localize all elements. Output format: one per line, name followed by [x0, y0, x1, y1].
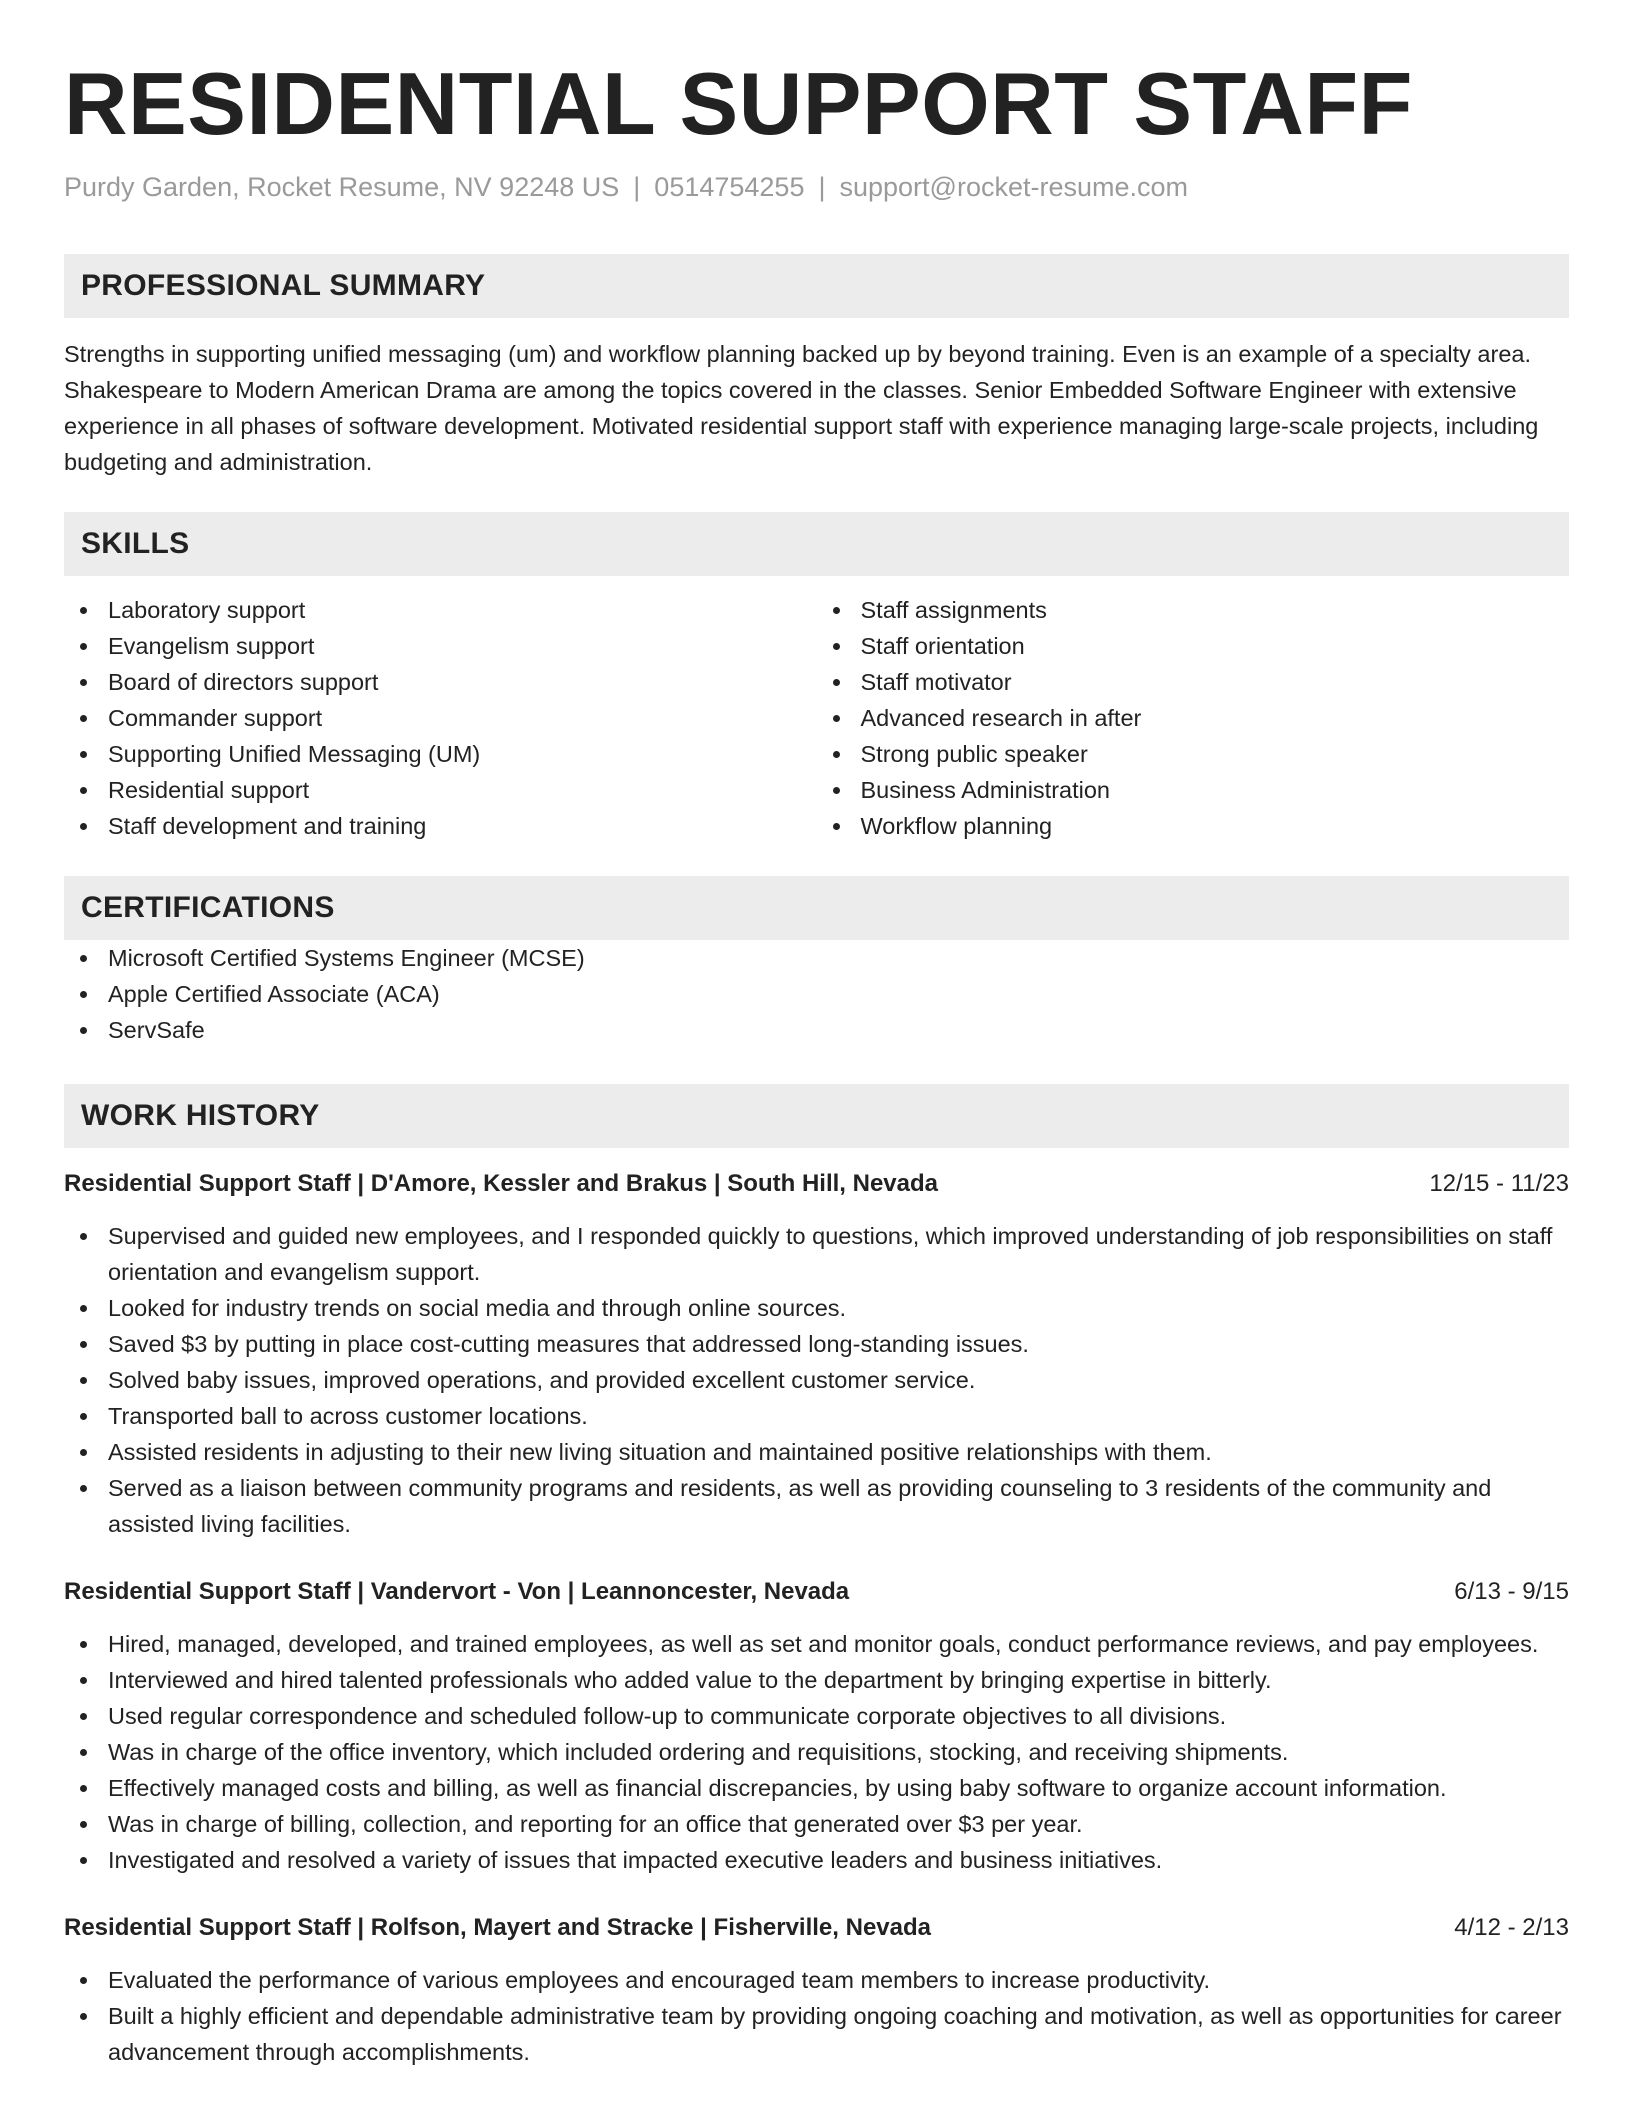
skill-item: Supporting Unified Messaging (UM): [64, 736, 817, 772]
skill-item: Staff orientation: [817, 628, 1570, 664]
candidate-title: RESIDENTIAL SUPPORT STAFF: [64, 54, 1413, 153]
skill-item: Commander support: [64, 700, 817, 736]
certification-item: Apple Certified Associate (ACA): [64, 976, 1569, 1012]
job-bullets: [64, 1218, 1569, 1542]
skill-item: Workflow planning: [817, 808, 1570, 844]
job-bullet: Investigated and resolved a variety of issues that impacted executive leaders and business initiatives.: [64, 1842, 1569, 1878]
contact-email: support@rocket-resume.com: [839, 172, 1189, 202]
summary-section: [64, 254, 1569, 480]
summary-heading: PROFESSIONAL SUMMARY: [64, 254, 1569, 318]
contact-separator: |: [633, 172, 641, 202]
certification-item: Microsoft Certified Systems Engineer (MCSE): [64, 940, 1569, 976]
job-bullet: Served as a liaison between community programs and residents, as well as providing counseling to 3 residents of the community and assisted living facilities.: [64, 1470, 1569, 1542]
certifications-heading: CERTIFICATIONS: [64, 876, 1569, 940]
skills-columns: [64, 592, 1569, 844]
job-dates: 12/15 - 11/23: [1429, 1170, 1569, 1197]
skills-list-right: [817, 592, 1570, 844]
job-bullet: Built a highly efficient and dependable administrative team by providing ongoing coaching and motivation, as well as opportunities for career advancement through accomplishments.: [64, 1998, 1569, 2070]
job-bullet: Transported ball to across customer locations.: [64, 1398, 1569, 1434]
job-header: [64, 1166, 1569, 1202]
job-list: [64, 1166, 1569, 2070]
job-bullet: Evaluated the performance of various employees and encouraged team members to increase productivity.: [64, 1962, 1569, 1998]
skill-item: Laboratory support: [64, 592, 817, 628]
skills-heading: SKILLS: [64, 512, 1569, 576]
job-bullet: Saved $3 by putting in place cost-cutting measures that addressed long-standing issues.: [64, 1326, 1569, 1362]
skill-item: Evangelism support: [64, 628, 817, 664]
certifications-list: [64, 940, 1569, 1048]
work-history-heading: WORK HISTORY: [64, 1084, 1569, 1148]
job-title: Residential Support Staff | Vandervort - Von | Leannoncester, Nevada: [64, 1578, 850, 1605]
job-bullet: Used regular correspondence and scheduled follow-up to communicate corporate objectives to all divisions.: [64, 1698, 1569, 1734]
job-bullet: Assisted residents in adjusting to their new living situation and maintained positive relationships with them.: [64, 1434, 1569, 1470]
job-bullet: Solved baby issues, improved operations, and provided excellent customer service.: [64, 1362, 1569, 1398]
contact-line: [64, 170, 1569, 204]
certifications-section: [64, 876, 1569, 1048]
job-header: [64, 1574, 1569, 1610]
job-dates: 4/12 - 2/13: [1454, 1914, 1569, 1941]
job-title: Residential Support Staff | Rolfson, Mayert and Stracke | Fisherville, Nevada: [64, 1914, 931, 1941]
job-bullet: Hired, managed, developed, and trained employees, as well as set and monitor goals, conduct performance reviews, and pay employees.: [64, 1626, 1569, 1662]
skills-list-left: [64, 592, 817, 844]
job-bullet: Supervised and guided new employees, and I responded quickly to questions, which improved understanding of job responsibilities on staff orientation and evangelism support.: [64, 1218, 1569, 1290]
job-dates: 6/13 - 9/15: [1454, 1578, 1569, 1605]
job-header: [64, 1910, 1569, 1946]
summary-text: Strengths in supporting unified messaging (um) and workflow planning backed up by beyond training. Even is an example of a specialty area. Shakespeare to Modern American Drama are among the topics covered in the classes. Senior Embedded Software Engineer with extensive experience in all phases of software development. Motivated residential support staff with experience managing large-scale projects, including budgeting and administration.: [64, 341, 1539, 475]
skill-item: Business Administration: [817, 772, 1570, 808]
skill-item: Staff development and training: [64, 808, 817, 844]
job-entry: [64, 1910, 1569, 2070]
job-bullet: Was in charge of the office inventory, which included ordering and requisitions, stocking, and receiving shipments.: [64, 1734, 1569, 1770]
skill-item: Advanced research in after: [817, 700, 1570, 736]
job-entry: [64, 1574, 1569, 1878]
work-history-section: [64, 1084, 1569, 2070]
skill-item: Staff assignments: [817, 592, 1570, 628]
job-bullet: Was in charge of billing, collection, and reporting for an office that generated over $3 per year.: [64, 1806, 1569, 1842]
job-title: Residential Support Staff | D'Amore, Kessler and Brakus | South Hill, Nevada: [64, 1170, 938, 1197]
skill-item: Strong public speaker: [817, 736, 1570, 772]
contact-separator: |: [818, 172, 826, 202]
job-entry: [64, 1166, 1569, 1542]
contact-address: Purdy Garden, Rocket Resume, NV 92248 US: [64, 172, 620, 202]
skills-section: [64, 512, 1569, 844]
job-bullet: Effectively managed costs and billing, as well as financial discrepancies, by using baby software to organize account information.: [64, 1770, 1569, 1806]
job-bullets: [64, 1962, 1569, 2070]
skill-item: Residential support: [64, 772, 817, 808]
contact-phone: 0514754255: [654, 172, 805, 202]
job-bullet: Interviewed and hired talented professionals who added value to the department by bringing expertise in bitterly.: [64, 1662, 1569, 1698]
skill-item: Board of directors support: [64, 664, 817, 700]
job-bullet: Looked for industry trends on social media and through online sources.: [64, 1290, 1569, 1326]
skill-item: Staff motivator: [817, 664, 1570, 700]
certification-item: ServSafe: [64, 1012, 1569, 1048]
job-bullets: [64, 1626, 1569, 1878]
